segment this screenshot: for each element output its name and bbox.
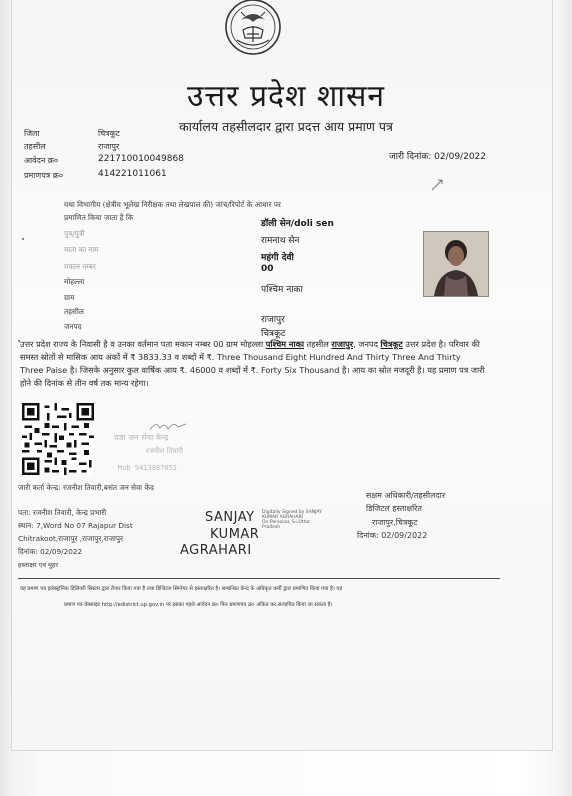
applicant-photo	[423, 231, 489, 297]
field-value-mohalla: पश्चिम नाका	[261, 285, 303, 295]
certificate-number-label: प्रमाणपत्र क्र०	[24, 171, 63, 180]
certificate-body: उत्तर प्रदेश राज्य के निवासी है व उनका वर्तमान पता मकान नम्बर 00 ग्राम मोहल्ला पश्चिम नाका तहसील राजापुर, जनपद चित्रकूट उत्तर प्रदेश है। परिवार की समस्त स्रोतों से मासिक आय अंकों में ₹ 3833.33 व शब्दों में ₹. Three Thousand Eight Hundred And Thirty Three And Thirty Three Paise है। जिसके अनुसार कुल वार्षिक आय ₹. 46000 व शब्दों में ₹. Forty Six Thousand है। आय का स्रोत मजदूरी है। यह प्रमाण पत्र जारी होने की दिनांक से तीन वर्ष तक मान्य रहेगा।	[20, 339, 485, 388]
authority-location: राजापुर,चित्रकूट	[372, 518, 418, 527]
applicant-name: डॉली सेन/doli sen	[261, 219, 334, 229]
digital-signer-name-3: AGRAHARI	[180, 543, 252, 558]
stamp-line-1: प्रज्ञा जन सेवा केन्द्र	[114, 433, 169, 442]
stamp-line-2: रजनीश तिवारी	[146, 447, 183, 455]
field-value-district: चित्रकूट	[261, 329, 286, 339]
district-label: जिला	[24, 129, 40, 138]
digital-signer-name-1: SANJAY	[205, 510, 255, 525]
application-number-value: 221710010049868	[98, 154, 184, 164]
field-label-village: ग्राम	[64, 293, 75, 302]
scan-mark-icon	[430, 178, 444, 192]
intro-line-1: यथा विभागीय (क्षेत्रीय भूलेख निरीक्षक तथा लेखपाल की) जांच/रिपोर्ट के आधार पर	[64, 200, 281, 209]
field-label-mohalla: मोहल्ला	[64, 277, 85, 286]
authority-title: सक्षम अधिकारी/तहसीलदार	[366, 491, 446, 500]
tehsil-label: तहसील	[24, 142, 46, 151]
field-label-father: पुत्र/पुत्री	[64, 229, 85, 238]
scan-dot	[22, 238, 24, 240]
intro-line-2: प्रमाणित किया जाता है कि	[64, 213, 134, 222]
body-district: चित्रकूट	[380, 339, 403, 349]
issuer-address-line-1: स्थान: 7,Word No 07 Rajapur Dist	[18, 521, 133, 530]
field-value-house: 00	[261, 264, 274, 274]
application-number-label: आवेदन क्र०	[24, 156, 59, 165]
footer-note-1: यह प्रमाण पत्र इलेक्ट्रॉनिक डिलिवरी सिस्टम द्वारा तैयार किया गया है तथा डिजिटल सिग्नेचर से हस्ताक्षरित है। सम्बन्धित केन्द्र के अधिकृत कर्मी द्वारा प्रमाणित किया गया है। यह	[20, 586, 343, 592]
state-emblem-icon	[221, 0, 285, 56]
stamp-line-3: Mob 9413887051	[118, 464, 178, 472]
tehsil-value: राजापुर	[98, 142, 120, 151]
footer-divider	[18, 578, 500, 579]
field-label-house: मकान नम्बर	[64, 262, 96, 271]
person-photo-icon	[424, 232, 488, 296]
issuer-address-line-2: Chitrakoot,राजापुर ,राजापुर,राजापुर	[18, 534, 124, 543]
document-subtitle: कार्यालय तहसीलदार द्वारा प्रदत्त आय प्रमाण पत्र	[179, 119, 393, 134]
issue-date: जारी दिनांक: 02/09/2022	[389, 152, 486, 162]
authority-digital: डिजिटल हस्ताक्षरित	[366, 504, 422, 513]
certificate-number-value: 414221011061	[98, 169, 167, 179]
qr-code	[22, 403, 94, 475]
body-mohalla: पश्चिम नाका	[265, 339, 304, 349]
footer-note-2: प्रमाण पत्र वेबसाइट http://edistrict.up.gov.in पर इसका पहले आवेदन क्र० फिर प्रमाणपत्र क्र० अंकित कर,सत्यापित किया जा सकता है।	[64, 602, 333, 608]
field-value-mother: महंगी देवी	[261, 253, 294, 263]
issuing-center: जारी कर्ता केन्द्र: रजनीश तिवारी,बसंत जन सेवा केंद	[18, 483, 154, 492]
issuer-signature-label: हस्ताक्षर एवं मुहर	[18, 561, 59, 569]
field-label-tehsil: तहसील	[64, 307, 84, 316]
field-value-tehsil: राजापुर	[261, 315, 285, 325]
issuer-date: दिनांक: 02/09/2022	[18, 547, 83, 556]
district-value: चित्रकूट	[98, 129, 120, 138]
digital-signature-details: Digitally Signed by SANJAY KUMAR AGRAHARI On:Personal, S=Uttar Pradesh	[262, 510, 322, 530]
field-label-district: जनपद	[64, 322, 82, 331]
field-label-mother: माता का नाम	[64, 245, 99, 254]
issuer-operator: पता: रजनीश तिवारी, केन्द्र प्रभारी	[18, 508, 107, 517]
authority-date: दिनांक: 02/09/2022	[357, 531, 428, 540]
scan-dot	[18, 340, 20, 342]
digital-signer-name-2: KUMAR	[210, 527, 260, 542]
body-tehsil: राजापुर	[331, 339, 354, 349]
field-value-father: रामनाथ सेन	[261, 236, 300, 246]
document-title: उत्तर प्रदेश शासन	[186, 79, 385, 114]
